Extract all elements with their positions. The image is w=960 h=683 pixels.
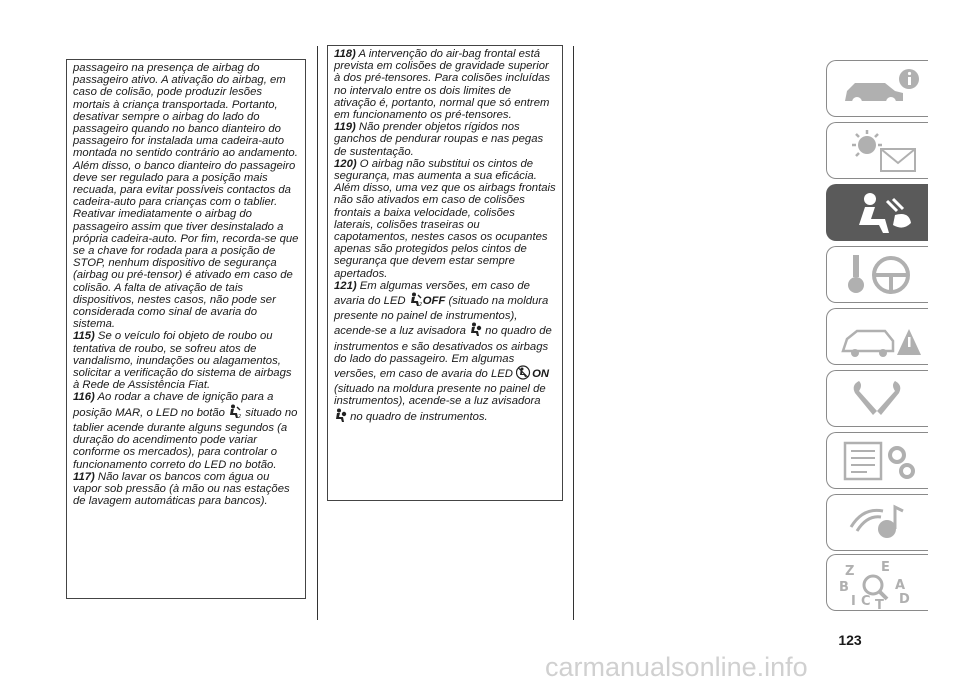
airbag-warning-light-icon [334,408,347,426]
chapter-tab-index[interactable] [826,554,928,611]
note-text: (situado na moldura presente no painel de instrumentos), acende-se a luz avisadora [334,295,549,338]
note-text: no quadro de instrumentos e são desativados os airbags do lado do passageiro. Em algumas versões, em caso de avaria do LED [334,325,552,381]
note-119 [334,121,556,158]
note-number: 121) [334,279,357,292]
svg-text:A: A [895,578,906,593]
chapter-tab-safety[interactable] [826,184,928,241]
note-number: 116) [73,391,95,404]
svg-text:T: T [875,598,884,611]
svg-text:Z: Z [845,564,855,579]
note-text: no quadro de instrumentos. [350,410,488,423]
chapter-tab-starting[interactable] [826,246,928,303]
warning-box-right [327,45,563,501]
note-number: 119) [334,121,356,134]
lights-mail-icon [837,127,927,175]
note-number: 115) [73,330,95,343]
note-115 [73,330,299,391]
passenger-airbag-disabled-icon [516,365,532,383]
warning-paragraph-continued: passageiro na presença de airbag do passageiro ativo. A ativação do airbag, em caso de colisão, pode produzir lesões mortais à criança transportada. Portanto, desativar sempre o airbag do lado do passageiro quando no banco dianteiro do passageiro for instalada uma cadeira-auto montada no sentido contrário ao andamento. Além disso, o banco dianteiro do passageiro deve ser regulado para a posição mais recuada, para evitar possíveis contactos da cadeira-auto para crianças com o tablier. Reativar imediatamente o airbag do passageiro assim que tiver desinstalado a própria cadeira-auto. Por fim, recorda-se que se a chave for rodada para a posição de STOP, nenhum dispositivo de segurança (airbag ou pré-tensor) é ativado em caso de colisão. A falta de ativação de tais dispositivos, nestes casos, não pode ser considerada como sinal de avaria do sistema. [73,62,299,331]
svg-text:2: 2 [418,302,422,308]
media-icon [837,499,927,547]
led-off-label: OFF [422,295,446,308]
seat-airbag-icon [837,189,927,237]
column-divider-left [317,46,318,620]
chapter-tab-technical-data[interactable] [826,432,928,489]
chapter-tab-car-info[interactable] [826,60,928,117]
note-text: Ao rodar a chave de ignição para a posição MAR, o LED no botão [73,391,274,419]
note-117 [73,471,299,508]
note-text: (situado na moldura presente no painel de instrumentos), acende-se a luz avisadora [334,383,546,408]
svg-text:E: E [881,560,890,575]
note-text: O airbag não substitui os cintos de segurança, mas aumenta a sua eficácia. Além disso, uma vez que os airbags frontais não são ativados em caso de colisões frontais a baixa velocidade, colisões laterais, colisões traseiras ou capotamentos, nestes casos os ocupantes apenas são protegidos pelos cintos de segurança que devem estar sempre apertados. [334,157,556,280]
airbag-warning-light-icon [469,322,482,340]
chapter-tab-emergency[interactable] [826,308,928,365]
note-text: A intervenção do air-bag frontal está prevista em colisões de gravidade superior à dos pré-tensores. Para colisões incluídas no intervalo entre os dois limites de ativação é, portanto, normal que só entrem em funcionamento os pré-tensores. [334,48,551,122]
note-121 [334,280,556,426]
key-steering-icon [837,251,927,299]
car-warning-icon [837,313,927,361]
svg-text:C: C [861,594,871,609]
chapter-tab-multimedia[interactable] [826,494,928,551]
car-info-icon [837,65,927,113]
note-text: Em algumas versões, em caso de avaria do LED [334,279,530,308]
column-divider-right [573,46,574,620]
note-number: 117) [73,470,95,483]
tools-icon [837,375,927,423]
warning-box-left [66,59,306,599]
note-120 [334,158,556,280]
note-text: Se o veículo foi objeto de roubo ou tentativa de roubo, se sofreu atos de vandalismo, inundações ou alagamentos, solicitar a verificação do sistema de airbags à Rede de Assistência Fiat. [73,330,292,392]
passenger-airbag-led-icon [409,292,423,310]
svg-text:I: I [851,594,856,609]
led-on-label: ON [532,368,550,381]
list-gears-icon [837,437,927,485]
index-icon [837,559,927,611]
note-text: situado no tablier acende durante alguns segundos (a duração do acendimento pode variar conforme os mercados), para controlar o funcionamento correto do LED no botão. [73,406,298,471]
note-118 [334,48,556,121]
svg-text:2: 2 [238,413,242,419]
note-text: Não lavar os bancos com água ou vapor sob pressão (à mão ou nas estações de lavagem automáticas para bancos). [73,470,290,508]
chapter-tab-lights[interactable] [826,122,928,179]
watermark-text: carmanualsonline.info [545,652,808,682]
chapter-tab-maintenance[interactable] [826,370,928,427]
note-text: Não prender objetos rígidos nos ganchos de pendurar roupas e nas pegas de sustentação. [334,121,544,158]
note-number: 118) [334,48,356,60]
passenger-airbag-button-icon [228,404,242,422]
page-number: 123 [838,632,862,648]
note-116 [73,391,299,470]
svg-text:D: D [899,592,910,607]
note-number: 120) [334,157,357,170]
svg-text:B: B [839,580,849,595]
